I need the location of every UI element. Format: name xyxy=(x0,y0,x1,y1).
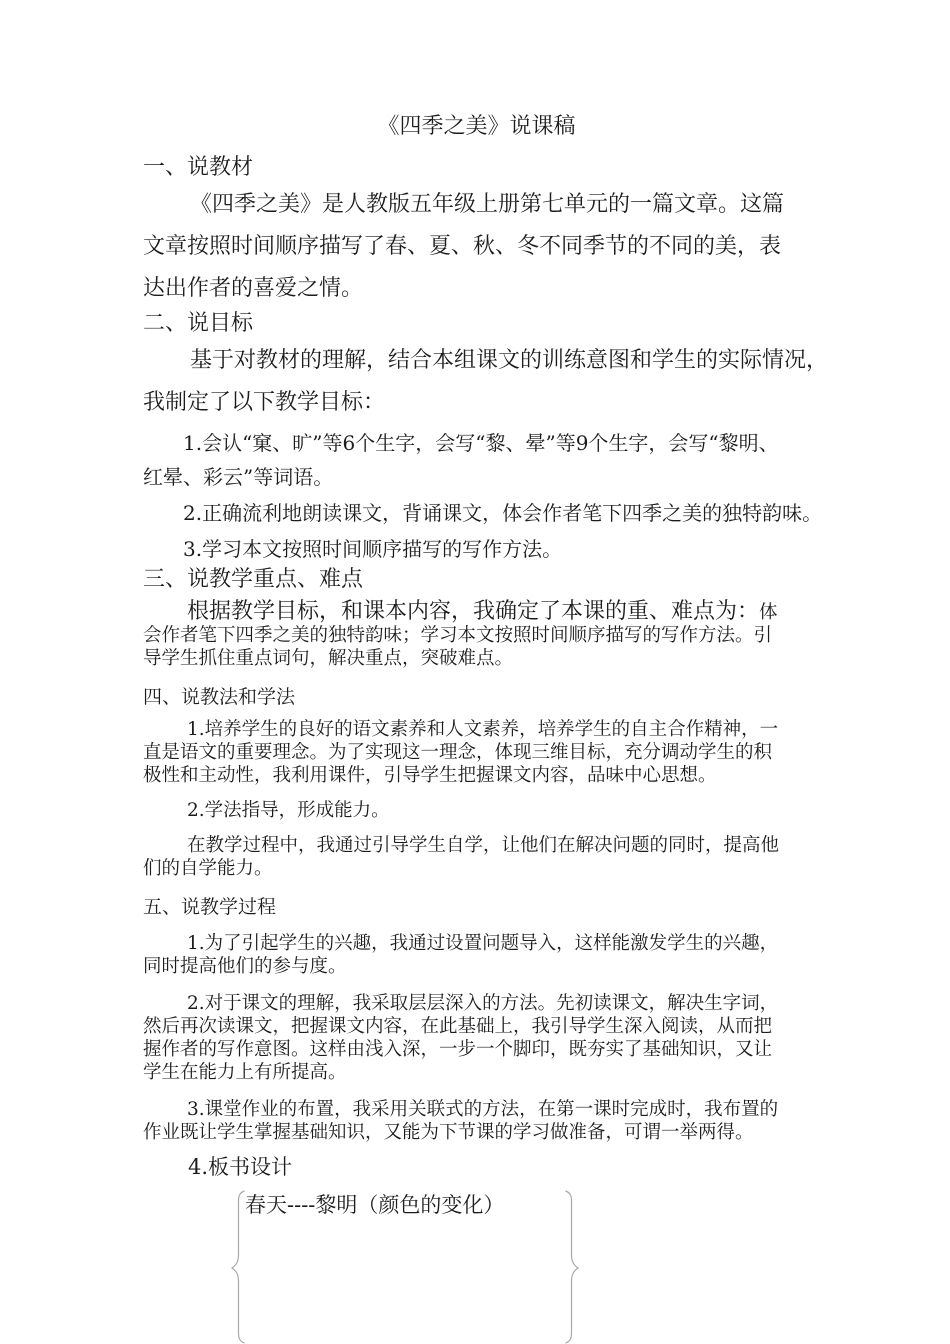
text-line: 我制定了以下教学目标： xyxy=(143,390,386,415)
objective-item-2 xyxy=(143,496,823,530)
text-line: 基于对教材的理解，结合本组课文的训练意图和学生的实际情况， xyxy=(190,348,829,373)
text-line xyxy=(143,600,810,624)
text-line: 文章按照时间顺序描写了春、夏、秋、冬不同季节的不同的美，表 xyxy=(143,234,782,259)
text-line: 在教学过程中，我通过引导学生自学，让他们在解决问题的同时，提高他 xyxy=(187,835,780,856)
text-line: 握作者的写作意图。这样由浅入深，一步一个脚印，既夯实了基础知识，又让 xyxy=(143,1039,773,1060)
paragraph-s4-p2 xyxy=(143,799,810,822)
text-line: 3.学习本文按照时间顺序描写的写作方法。 xyxy=(183,537,563,561)
text-line: 学生在能力上有所提高。 xyxy=(143,1062,347,1083)
text-line: 2.学法指导，形成能力。 xyxy=(187,800,390,821)
text-line: 同时提高他们的参与度。 xyxy=(143,956,347,977)
text-line: 导学生抓住重点词句，解决重点，突破难点。 xyxy=(143,648,514,669)
text-line: 极性和主动性，我利用课件，引导学生把握课文内容，品味中心思想。 xyxy=(143,765,717,786)
section-heading-1: 一、说教材 xyxy=(143,155,254,180)
objective-item-1 xyxy=(143,426,810,494)
section-heading-2: 二、说目标 xyxy=(143,311,254,336)
text-line: 1.为了引起学生的兴趣，我通过设置问题导入，这样能激发学生的兴趣， xyxy=(187,933,779,954)
text-line: 《四季之美》是人教版五年级上册第七单元的一篇文章。这篇 xyxy=(190,192,785,217)
left-brace-icon xyxy=(230,1190,246,1344)
right-brace-icon xyxy=(564,1190,580,1344)
text-line: 们的自学能力。 xyxy=(143,858,273,879)
text-line: 会作者笔下四季之美的独特韵味；学习本文按照时间顺序描写的写作方法。引 xyxy=(143,625,773,646)
text-line: 直是语文的重要理念。为了实现这一理念，体现三维目标，充分调动学生的积 xyxy=(143,742,773,763)
text-line: 3.课堂作业的布置，我采用关联式的方法，在第一课时完成时，我布置的 xyxy=(187,1099,779,1120)
paragraph-s5-p3 xyxy=(143,1098,810,1144)
board-design-diagram xyxy=(230,1190,580,1344)
section-heading-5: 五、说教学过程 xyxy=(143,896,277,918)
paragraph-s5-p1 xyxy=(143,932,810,978)
lead-text: 根据教学目标，和课本内容，我确定了本课的重、难点为： xyxy=(187,599,760,624)
paragraph-s1-p1 xyxy=(143,184,810,310)
text-line: 红晕、彩云”等词语。 xyxy=(143,465,334,489)
board-design-line-spring: 春天----黎明（颜色的变化） xyxy=(245,1193,505,1217)
paragraph-s4-p3 xyxy=(143,834,810,880)
section-heading-3: 三、说教学重点、难点 xyxy=(143,567,364,592)
text-line: 2.对于课文的理解，我采取层层深入的方法。先初读课文，解决生字词， xyxy=(187,993,779,1014)
section-heading-4: 四、说教法和学法 xyxy=(143,686,296,708)
objective-item-3 xyxy=(143,532,810,566)
text-line: 然后再次读课文，把握课文内容，在此基础上，我引导学生深入阅读，从而把 xyxy=(143,1016,773,1037)
tail-text: 体 xyxy=(759,602,778,623)
paragraph-s4-p1 xyxy=(143,718,810,787)
text-line: 达出作者的喜爱之情。 xyxy=(143,276,364,301)
board-design-label: 4.板书设计 xyxy=(188,1155,293,1179)
text-line: 1.会认“窠、旷”等6个生字，会写“黎、晕”等9个生字，会写“黎明、 xyxy=(183,431,779,455)
doc-title: 《四季之美》说课稿 xyxy=(377,114,576,139)
paragraph-s5-p2 xyxy=(143,992,810,1084)
text-line: 2.正确流利地朗读课文，背诵课文，体会作者笔下四季之美的独特韵味。 xyxy=(183,501,823,525)
text-line: 1.培养学生的良好的语文素养和人文素养，培养学生的自主合作精神，一 xyxy=(187,719,779,740)
text-line: 作业既让学生掌握基础知识，又能为下节课的学习做准备，可谓一举两得。 xyxy=(143,1122,754,1143)
paragraph-s3-p1 xyxy=(143,600,810,670)
paragraph-s2-intro xyxy=(143,340,829,424)
